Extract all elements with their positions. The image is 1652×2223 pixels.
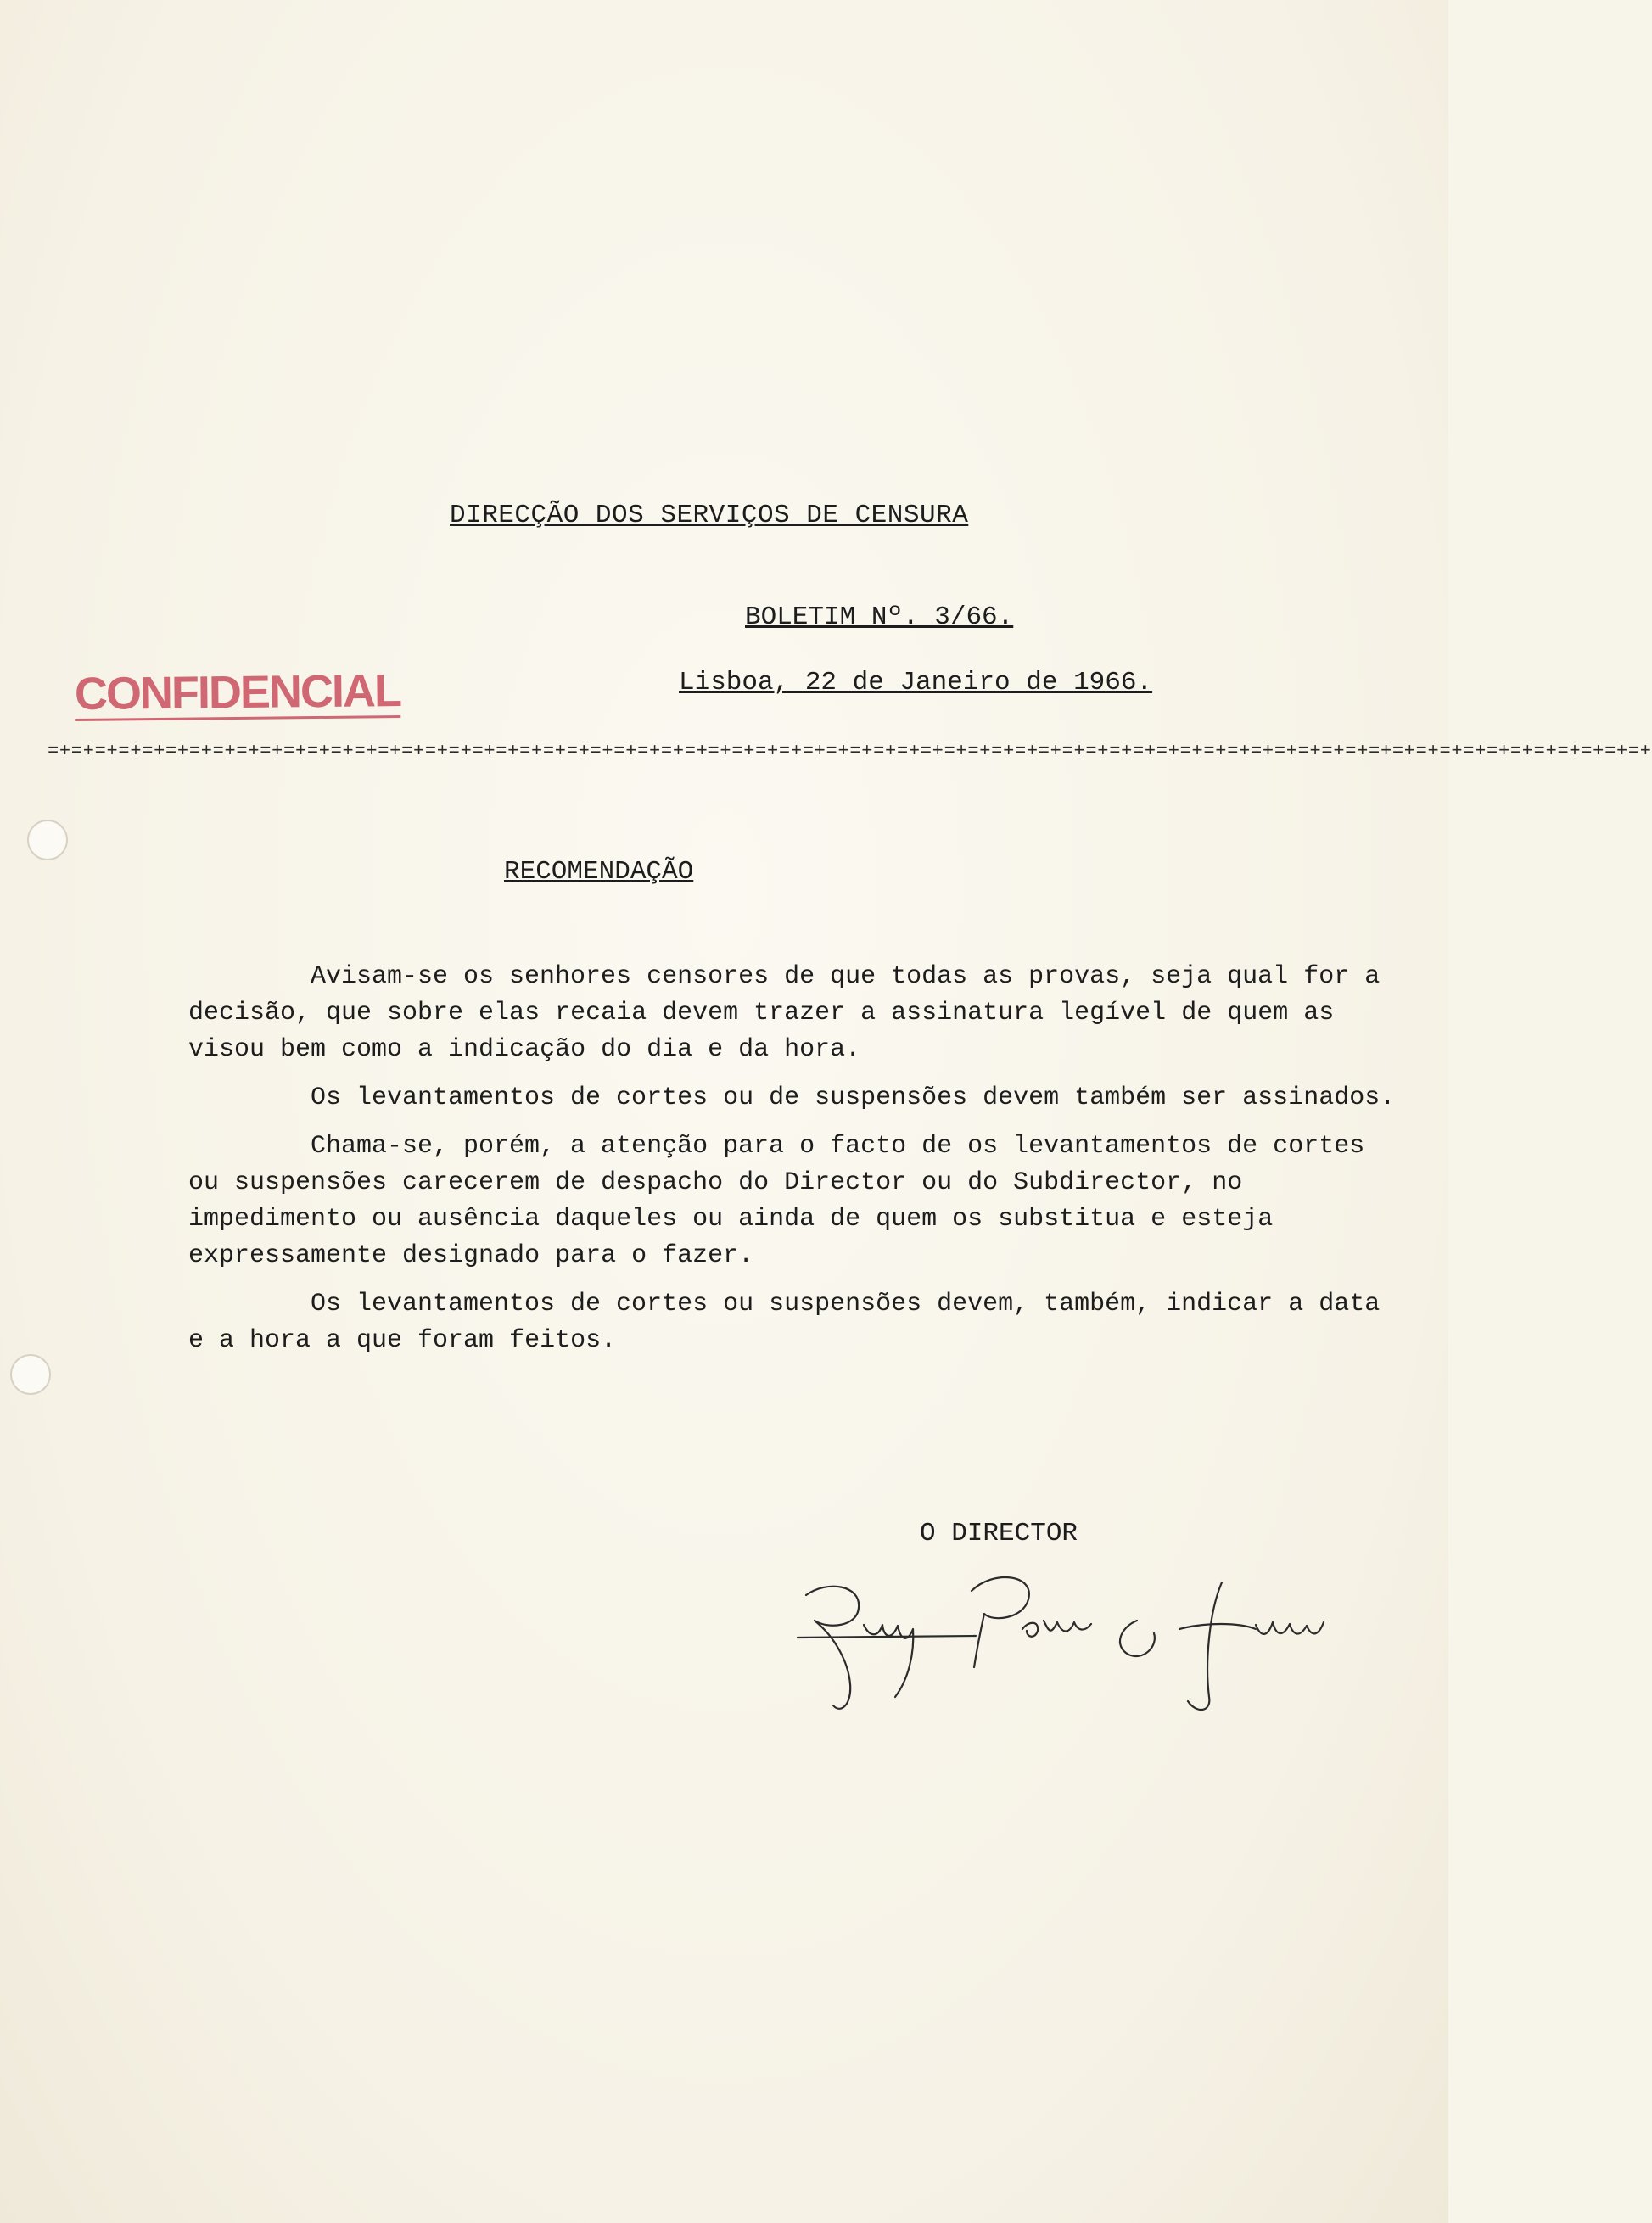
section-title: RECOMENDAÇÃO: [504, 857, 694, 887]
department-title: DIRECÇÃO DOS SERVIÇOS DE CENSURA: [450, 501, 969, 530]
signature-stroke: [972, 1577, 1029, 1667]
signature-stroke: [798, 1636, 976, 1638]
signature: [781, 1561, 1375, 1722]
paragraph: Os levantamentos de cortes ou suspensões devem, também, indicar a data e a hora a que foram feitos.: [188, 1290, 1396, 1355]
signature-stroke: [1120, 1621, 1155, 1656]
punch-hole-icon: [10, 1354, 51, 1395]
punch-hole-icon: [27, 820, 68, 860]
paragraph: Avisam-se os senhores censores de que todas as provas, seja qual for a decisão, que sobre elas recaia devem trazer a assinatura legível de quem as visou bem como a indicação do dia e da hora.: [188, 962, 1396, 1064]
date-line: Lisboa, 22 de Janeiro de 1966.: [679, 668, 1153, 697]
signature-name: Ruy Pereira Alves: [891, 1714, 899, 1715]
signature-stroke: [1256, 1622, 1324, 1634]
separator-line: =+=+=+=+=+=+=+=+=+=+=+=+=+=+=+=+=+=+=+=+=+=+=+=+=+=+=+=+=+=+=+=+=+=+=+=+=+=+=+=+=+=+=+=+=+=+=+=+=+=+=+=+=+=+=+=+=+=+=+=+=+=+=+=+=+=+=+=+: [48, 741, 1652, 762]
paragraph: Chama-se, porém, a atenção para o facto de os levantamentos de cortes ou suspensões carecerem de despacho do Director ou do Subdirector, no impedimento ou ausência daqueles ou ainda de quem os substitua e esteja expressamente designado para o fazer.: [188, 1132, 1380, 1270]
body-text: [188, 959, 1410, 1371]
closing-title: O DIRECTOR: [920, 1519, 1078, 1548]
signature-stroke: [1022, 1621, 1091, 1637]
bulletin-number: BOLETIM Nº. 3/66.: [745, 602, 1014, 632]
signature-stroke: [1179, 1582, 1256, 1710]
paragraph: Os levantamentos de cortes ou de suspensões devem também ser assinados.: [311, 1084, 1396, 1112]
signature-stroke: [806, 1587, 859, 1709]
confidential-stamp: CONFIDENCIAL: [74, 664, 401, 720]
